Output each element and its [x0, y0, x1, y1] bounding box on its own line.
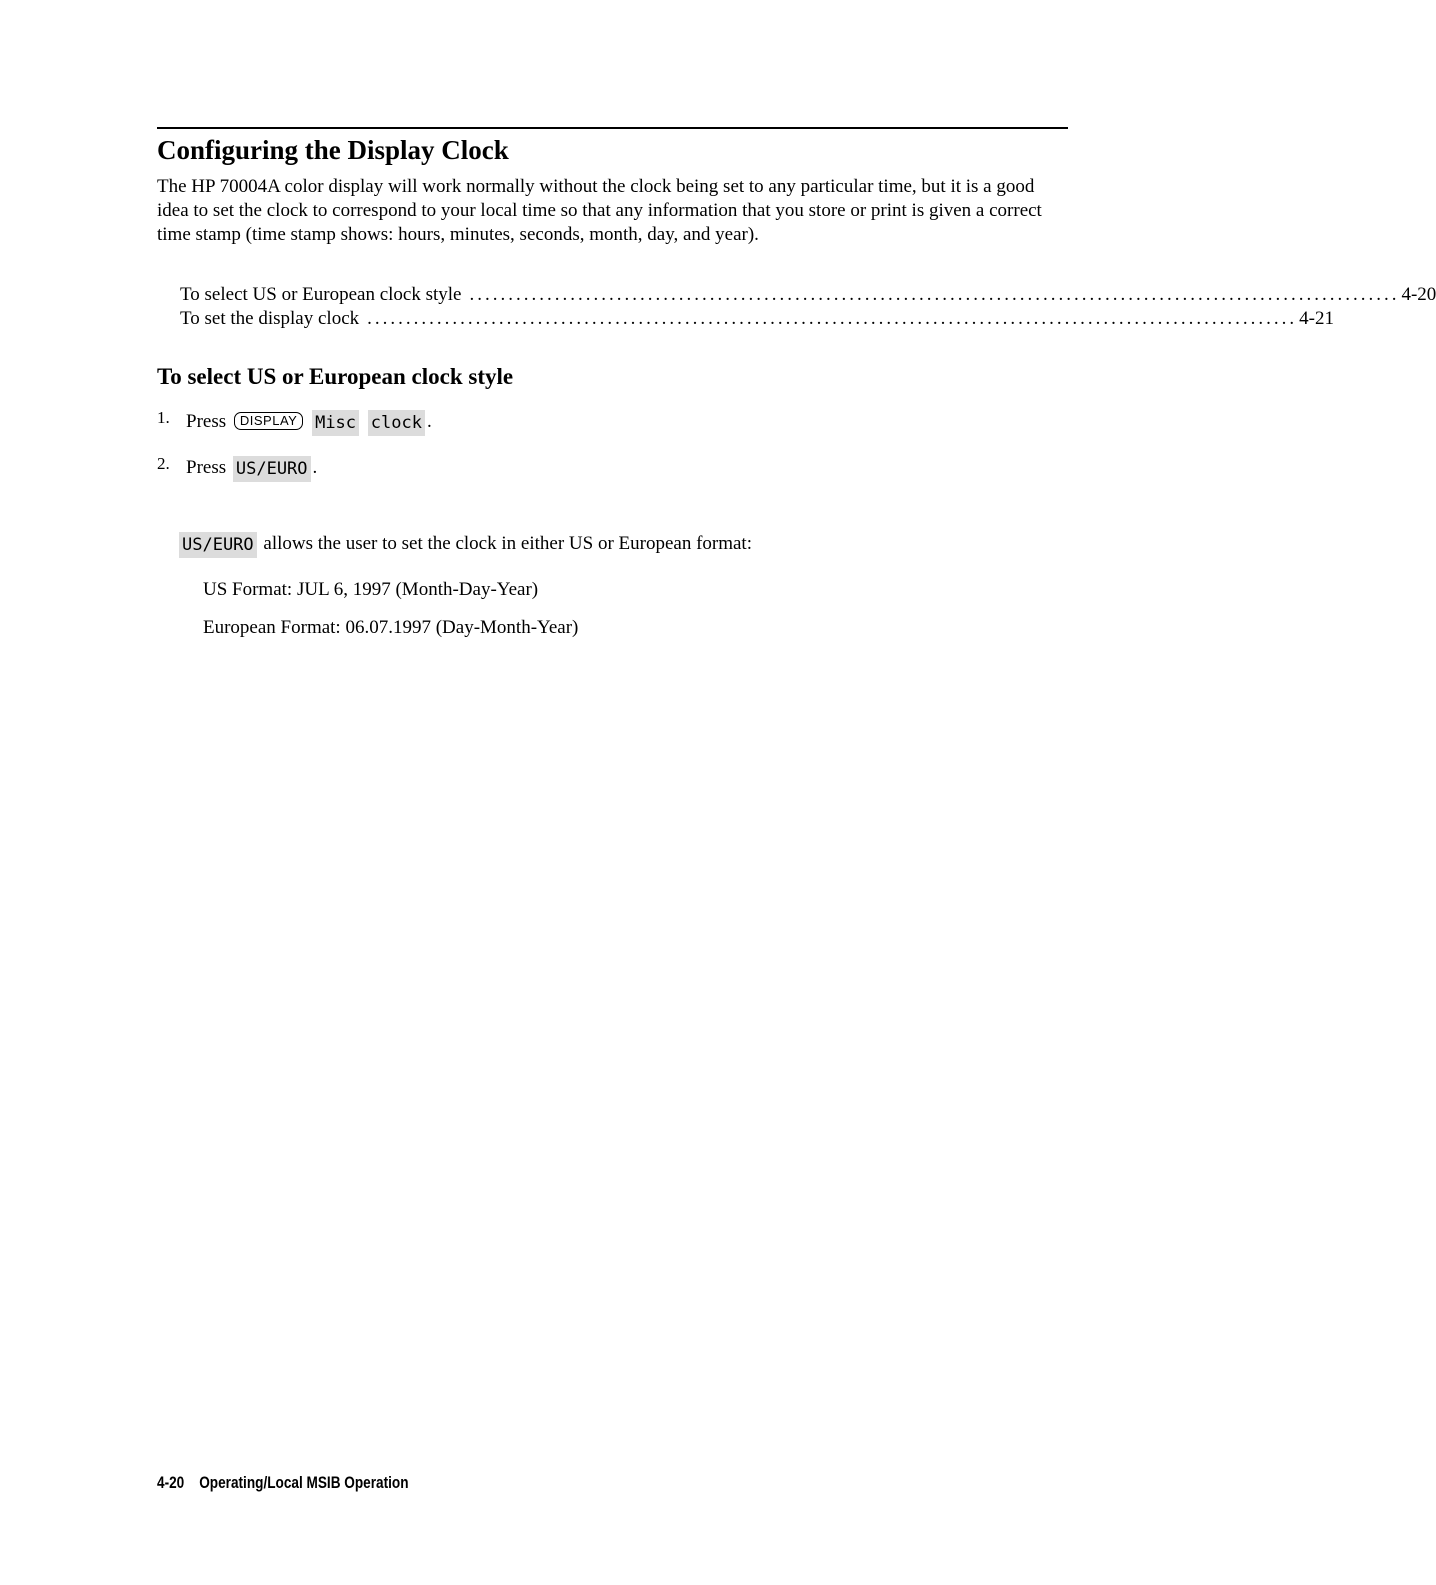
task-list-page: 4-20 [1401, 284, 1436, 305]
us-format-example: US Format: JUL 6, 1997 (Month-Day-Year) [203, 579, 539, 600]
task-list-item[interactable] [180, 283, 1436, 307]
leader-dots: ........................................................................................................................ [469, 284, 1400, 305]
procedure-step [157, 455, 317, 482]
step-number: 1. [157, 408, 170, 427]
description-text: allows the user to set the clock in either US or European format: [263, 533, 752, 554]
step-end: . [312, 457, 318, 478]
softkey-description [179, 531, 752, 558]
task-list-label: To select US or European clock style [180, 284, 462, 305]
task-list [180, 283, 1436, 331]
step-end: . [426, 411, 432, 432]
task-list-label: To set the display clock [180, 308, 360, 329]
procedure-step [157, 409, 432, 436]
page-footer [157, 1472, 409, 1494]
footer-chapter-title: Operating/Local MSIB Operation [199, 1473, 409, 1492]
section-title: Configuring the Display Clock [157, 135, 509, 165]
footer-page-number: 4-20 [157, 1473, 185, 1492]
step-text: Press [186, 457, 227, 478]
european-format-example: European Format: 06.07.1997 (Day-Month-Year) [203, 617, 579, 638]
task-list-item[interactable] [180, 307, 1334, 331]
us-euro-softkey[interactable]: US/EURO [179, 532, 257, 558]
intro-paragraph: The HP 70004A color display will work normally without the clock being set to any particular time, but it is a good idea to set the clock to correspond to your local time so that any information that you store or print is given a correct time stamp (time stamp shows: hours, minutes, seconds, month, day, and year). [157, 176, 1042, 245]
display-hardkey[interactable]: DISPLAY [234, 412, 303, 430]
clock-softkey[interactable]: clock [368, 410, 425, 436]
us-euro-softkey[interactable]: US/EURO [233, 456, 311, 482]
misc-softkey[interactable]: Misc [312, 410, 359, 436]
task-list-page: 4-21 [1299, 308, 1334, 329]
leader-dots: ........................................................................................................................ [367, 308, 1298, 329]
step-text: Press [186, 411, 227, 432]
step-number: 2. [157, 454, 170, 473]
section-rule [157, 127, 1068, 129]
procedure-title: To select US or European clock style [157, 364, 514, 389]
